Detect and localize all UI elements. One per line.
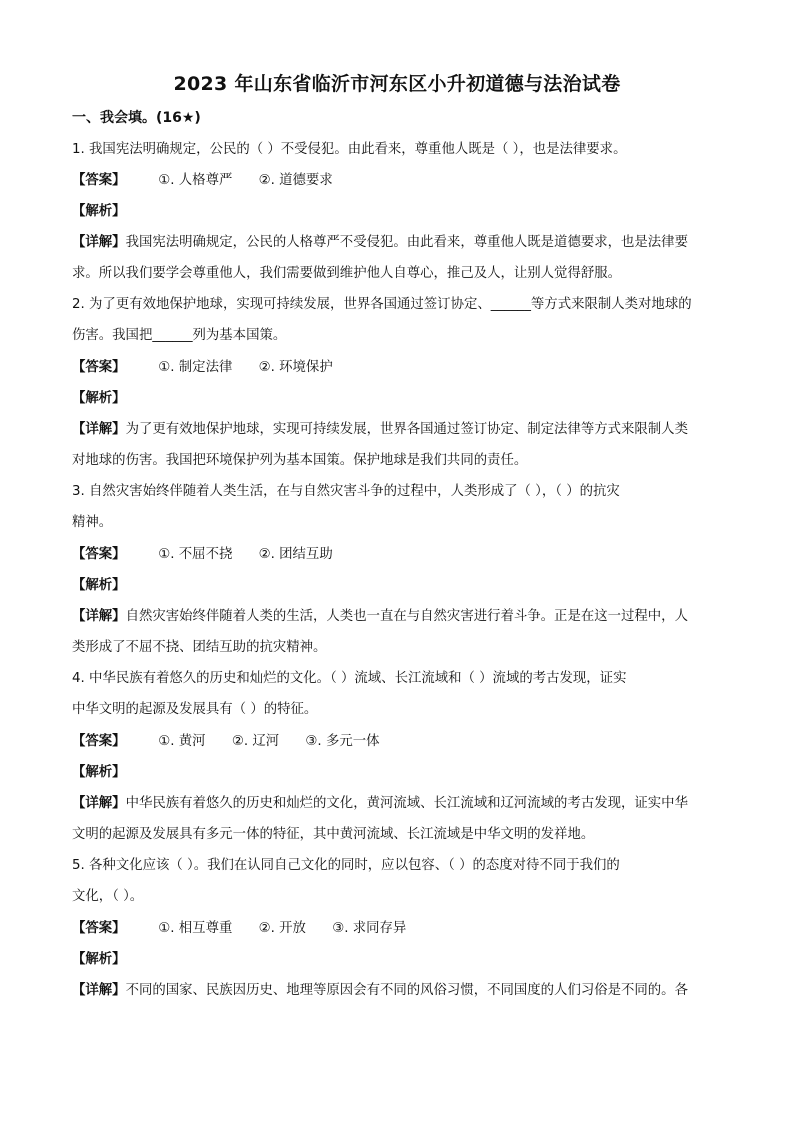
page-title: 2023 年山东省临沂市河东区小升初道德与法治试卷	[173, 73, 621, 95]
answer-option: ①. 不屈不挠	[158, 547, 233, 562]
question-4-detail-line-2: 文明的起源及发展具有多元一体的特征，其中黄河流域、长江流域是中华文明的发祥地。	[72, 827, 595, 842]
question-5-detail-line-1	[72, 981, 732, 1001]
question-4-line-2: 中华文明的起源及发展具有（ ）的特征。	[72, 702, 318, 717]
detail-label: 【详解】	[72, 796, 126, 811]
answer-option: ②. 开放	[258, 921, 306, 936]
question-4-line-1: 4. 中华民族有着悠久的历史和灿烂的文化。（ ）流域、长江流域和（ ）流域的考古发现，证实	[72, 671, 627, 686]
question-2-line-1: 2. 为了更有效地保护地球，实现可持续发展，世界各国通过签订协定、______等方式来限制人类对地球的	[72, 297, 692, 312]
question-5-line-1: 5. 各种文化应该（ ）。我们在认同自己文化的同时，应以包容、（ ）的态度对待不同于我们的	[72, 858, 620, 873]
question-2-line-2: 伤害。我国把______列为基本国策。	[72, 328, 287, 343]
question-2-answer	[72, 358, 732, 378]
question-3-detail-line-1	[72, 607, 732, 627]
answer-option: ②. 环境保护	[258, 360, 333, 375]
section-heading: 一、我会填。(16★)	[72, 110, 201, 126]
question-5-answer	[72, 919, 732, 939]
answer-label: 【答案】	[72, 173, 126, 188]
answer-label: 【答案】	[72, 547, 126, 562]
detail-label: 【详解】	[72, 983, 126, 998]
answer-label: 【答案】	[72, 360, 126, 375]
detail-text: 为了更有效地保护地球，实现可持续发展，世界各国通过签订协定、制定法律等方式来限制人类	[125, 422, 688, 437]
answer-option: ②. 团结互助	[258, 547, 333, 562]
answer-option: ①. 人格尊严	[158, 173, 233, 188]
detail-text: 不同的国家、民族因历史、地理等原因会有不同的风俗习惯，不同国度的人们习俗是不同的。各	[125, 983, 688, 998]
answer-option: ②. 道德要求	[258, 173, 333, 188]
question-1-detail-line-2: 求。所以我们要学会尊重他人，我们需要做到维护他人自尊心，推己及人，让别人觉得舒服。	[72, 266, 622, 281]
question-1-analysis-label: 【解析】	[72, 204, 126, 219]
answer-label: 【答案】	[72, 921, 126, 936]
question-1-line-1: 1. 我国宪法明确规定，公民的（ ）不受侵犯。由此看来，尊重他人既是（ ），也是法律要求。	[72, 142, 627, 157]
question-3-detail-line-2: 类形成了不屈不挠、团结互助的抗灾精神。	[72, 640, 327, 655]
detail-text: 中华民族有着悠久的历史和灿烂的文化，黄河流域、长江流域和辽河流域的考古发现，证实中华	[125, 796, 688, 811]
answer-option: ③. 多元一体	[305, 734, 380, 749]
question-2-detail-line-2: 对地球的伤害。我国把环境保护列为基本国策。保护地球是我们共同的责任。	[72, 453, 528, 468]
detail-label: 【详解】	[72, 235, 126, 250]
detail-label: 【详解】	[72, 609, 126, 624]
question-3-answer	[72, 545, 732, 565]
question-4-answer	[72, 732, 732, 752]
question-5-line-2: 文化，（ ）。	[72, 889, 144, 904]
question-5-analysis-label: 【解析】	[72, 952, 126, 967]
detail-label: 【详解】	[72, 422, 126, 437]
detail-text: 我国宪法明确规定，公民的人格尊严不受侵犯。由此看来，尊重他人既是道德要求，也是法律要	[125, 235, 688, 250]
answer-option: ①. 制定法律	[158, 360, 233, 375]
question-2-detail-line-1	[72, 420, 732, 440]
question-3-line-2: 精神。	[72, 515, 113, 530]
answer-option: ②. 辽河	[231, 734, 280, 749]
detail-text: 自然灾害始终伴随着人类的生活，人类也一直在与自然灾害进行着斗争。正是在这一过程中，人	[125, 609, 688, 624]
question-3-analysis-label: 【解析】	[72, 578, 126, 593]
answer-option: ①. 相互尊重	[158, 921, 233, 936]
answer-option: ③. 求同存异	[332, 921, 407, 936]
answer-label: 【答案】	[72, 734, 126, 749]
question-1-answer	[72, 171, 732, 191]
answer-option: ①. 黄河	[158, 734, 206, 749]
question-1-detail-line-1	[72, 233, 732, 253]
question-4-detail-line-1	[72, 794, 732, 814]
question-4-analysis-label: 【解析】	[72, 765, 126, 780]
question-3-line-1: 3. 自然灾害始终伴随着人类生活，在与自然灾害斗争的过程中，人类形成了（ ），（ ）的抗灾	[72, 484, 620, 499]
question-2-analysis-label: 【解析】	[72, 391, 126, 406]
